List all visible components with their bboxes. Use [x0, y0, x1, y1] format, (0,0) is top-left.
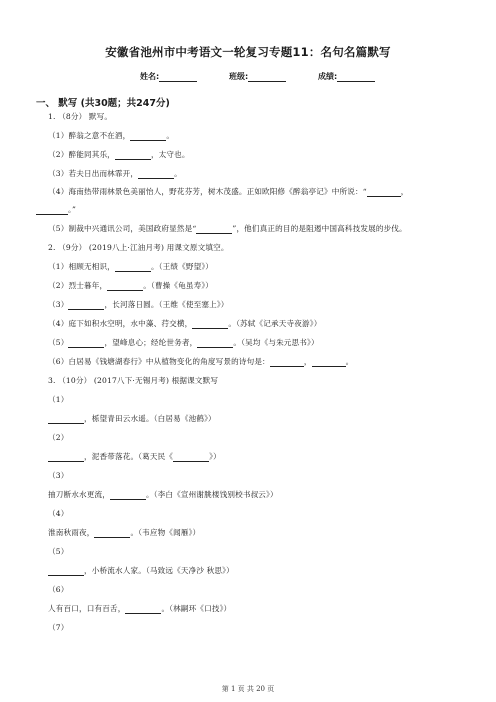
score-field	[318, 71, 375, 82]
name-label: 姓名:	[140, 72, 160, 81]
question-2-item-2: （2）烈士暮年， 。（曹操《龟虽寿》）	[48, 281, 214, 290]
document-title: 安徽省池州市中考语文一轮复习专题11：名句名篇默写	[105, 45, 391, 59]
page-footer: 第 1 页 共 20 页	[221, 685, 275, 693]
question-3-label-1: （1）	[48, 395, 69, 404]
question-3-item-1: ，栎望青田云水遥。（白居易《池鹤》）	[48, 414, 216, 424]
question-3-item-4: 淮南秋雨夜， 。（韦应物《闻雁》）	[48, 528, 201, 537]
question-3-label-4: （4）	[48, 509, 69, 518]
class-label: 班级:	[229, 72, 249, 81]
question-3-label-2: （2）	[48, 433, 69, 442]
question-3-label-7: （7）	[48, 623, 69, 632]
question-1-item-3: （3）若夫日出而林霏开， 。	[48, 169, 182, 178]
question-1-item-4-cont: 。”	[36, 205, 76, 215]
question-3-item-5: ，小桥流水人家。（马致远《天净沙 秋思》）	[48, 566, 234, 576]
question-2-header: 2. （9分） (2019八上·江油月考) 用课文原文填空。	[48, 243, 229, 252]
question-3-header: 3. （10分） (2017八下·无锡月考) 根据课文默写	[48, 376, 219, 385]
question-1-header: 1. （8分） 默写。	[48, 112, 113, 121]
question-1-item-4: （4）海南热带雨林景色美丽怡人，野花芬芳，树木茂盛。正如欧阳修《醉翁亭记》中所说：“ ，	[48, 187, 409, 196]
question-3-label-6: （6）	[48, 585, 69, 594]
question-3-item-6: 人有百口，口有百舌， 。（林嗣环《口技》）	[48, 604, 232, 613]
question-1-item-5: （5）制裁中兴通讯公司，美国政府显然是“ ”，他们真正的目的是阻遏中国高科技发展的步伐。	[48, 224, 407, 233]
name-blank	[159, 72, 197, 82]
question-2-item-5: （5） ，望峰息心；经纶世务者， 。（吴均《与朱元思书》）	[48, 338, 319, 347]
question-2-item-3: （3） ，长河落日圆。（王维《使至塞上》）	[48, 300, 229, 309]
section-heading: 一、 默写 (共30题；共247分)	[36, 98, 170, 109]
score-label: 成绩:	[318, 72, 338, 81]
score-blank	[337, 72, 375, 82]
question-1-item-2: （2）醉能同其乐， ，太守也。	[48, 150, 190, 159]
question-3-item-3: 抽刀断水水更流， 。（李白《宣州谢朓楼饯别校书叔云》）	[48, 490, 278, 499]
question-2-item-4: （4）庭下如积水空明，水中藻、荇交横， 。（苏轼《记承天寺夜游》）	[48, 319, 322, 328]
question-2-item-1: （1）相顾无相识， 。（王绩《野望》）	[48, 262, 214, 271]
class-field	[229, 71, 286, 82]
class-blank	[248, 72, 286, 82]
question-2-item-6: （6）白居易《钱塘湖春行》中从植物变化的角度写景的诗句是： ， 。	[48, 357, 354, 366]
question-3-label-5: （5）	[48, 547, 69, 556]
question-3-item-2: ，泥香带落花。（葛天民《 》）	[48, 452, 221, 462]
name-field	[140, 71, 197, 82]
question-1-item-1: （1）醉翁之意不在酒， 。	[48, 131, 175, 140]
question-3-label-3: （3）	[48, 471, 69, 480]
